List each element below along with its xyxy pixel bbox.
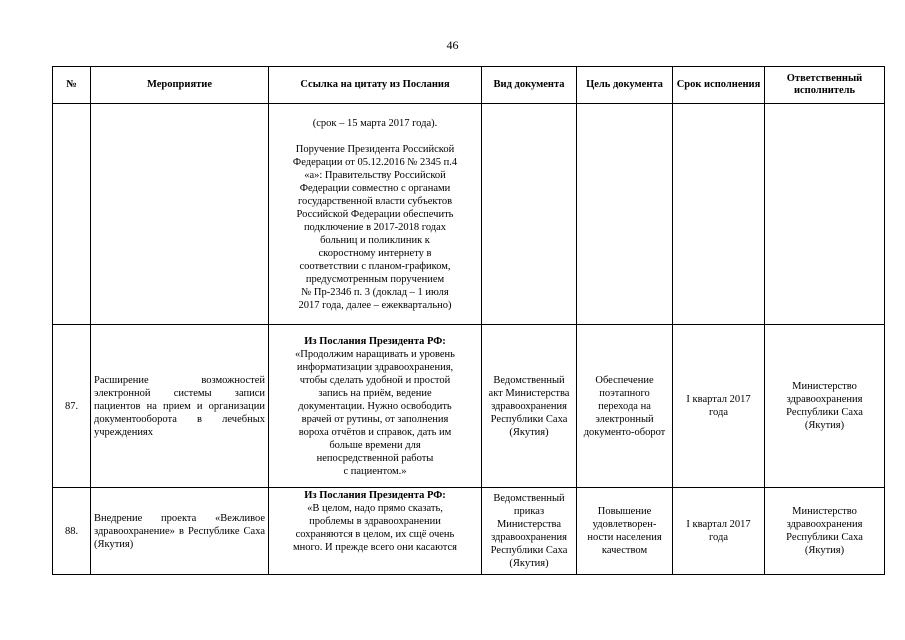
cell-doc-type bbox=[482, 104, 577, 325]
quote-line: запись на приём, ведение bbox=[318, 387, 432, 399]
quote-line: 2017 года, далее – ежеквартально) bbox=[298, 299, 452, 311]
quote-line: много. И прежде всего они касаются bbox=[292, 542, 458, 553]
cell-responsible: Министерство здравоохранения Республики Саха (Якутия) bbox=[765, 488, 885, 575]
cell-responsible: Министерство здравоохранения Республики Саха (Якутия) bbox=[765, 325, 885, 488]
header-doc-type: Вид документа bbox=[482, 67, 577, 104]
quote-line: документации. Нужно освободить bbox=[298, 400, 452, 412]
quote-line: государственной власти субъектов bbox=[297, 195, 453, 207]
quote-line: информатизации здравоохранения, bbox=[296, 361, 454, 373]
header-quote: Ссылка на цитату из Послания bbox=[269, 67, 482, 104]
cell-event: Внедрение проекта «Вежливое здравоохранение» в Республике Саха (Якутия) bbox=[91, 488, 269, 575]
quote-heading: Из Послания Президента РФ: bbox=[304, 490, 446, 501]
quote-line: Федерации от 05.12.2016 № 2345 п.4 bbox=[292, 156, 458, 168]
table-row-87 bbox=[53, 325, 885, 488]
cell-deadline: I квартал 2017 года bbox=[673, 488, 765, 575]
table-row-88 bbox=[53, 488, 885, 575]
cell-doc-type: Ведомственный акт Министерства здравоохранения Республики Саха (Якутия) bbox=[482, 325, 577, 488]
quote-line: Российской Федерации обеспечить bbox=[296, 208, 454, 220]
cell-event bbox=[91, 104, 269, 325]
cell-num: 88. bbox=[53, 488, 91, 575]
cell-responsible bbox=[765, 104, 885, 325]
quote-line: врачей от рутины, от заполнения bbox=[301, 413, 449, 425]
cell-quote bbox=[269, 488, 482, 575]
header-deadline: Срок исполнения bbox=[673, 67, 765, 104]
header-goal: Цель документа bbox=[577, 67, 673, 104]
quote-line: Поручение Президента Российской bbox=[295, 143, 455, 155]
cell-doc-type: Ведомственный приказ Министерства здравоохранения Республики Саха (Якутия) bbox=[482, 488, 577, 575]
quote-line: «В целом, надо прямо сказать, bbox=[307, 503, 443, 514]
quote-line: чтобы сделать удобной и простой bbox=[299, 374, 451, 386]
quote-line: соответствии с планом-графиком, bbox=[299, 260, 451, 272]
table-row-continuation bbox=[53, 104, 885, 325]
cell-goal bbox=[577, 104, 673, 325]
quote-line: «а»: Правительству Российской bbox=[304, 169, 446, 181]
quote-line: «Продолжим наращивать и уровень bbox=[295, 348, 455, 360]
measures-table bbox=[52, 66, 885, 575]
quote-line: непосредственной работы bbox=[316, 452, 434, 464]
cell-num bbox=[53, 104, 91, 325]
cell-goal: Повышение удовлетворен-ности населения качеством bbox=[577, 488, 673, 575]
page-number: 46 bbox=[446, 38, 459, 52]
cell-quote bbox=[269, 325, 482, 488]
quote-line: скоростному интернету в bbox=[318, 247, 432, 259]
quote-line: (срок – 15 марта 2017 года). bbox=[312, 117, 438, 129]
header-responsible: Ответственный исполнитель bbox=[765, 67, 885, 104]
quote-line: с пациентом.» bbox=[343, 465, 407, 477]
quote-line: предусмотренным поручением bbox=[305, 273, 445, 285]
cell-quote-continuation bbox=[269, 104, 482, 325]
quote-line: сохраняются в целом, их сщё очень bbox=[295, 529, 455, 540]
cell-deadline bbox=[673, 104, 765, 325]
quote-line: вороха отчётов и справок, дать им bbox=[298, 426, 452, 438]
header-event: Мероприятие bbox=[91, 67, 269, 104]
quote-line: № Пр-2346 п. 3 (доклад – 1 июля bbox=[301, 286, 449, 298]
quote-line: подключение в 2017-2018 годах bbox=[303, 221, 447, 233]
quote-line: проблемы в здравоохранении bbox=[309, 516, 441, 527]
quote-line: больше времени для bbox=[329, 439, 421, 451]
cell-event: Расширение возможностей электронной системы записи пациентов на прием и организации документооборота в лечебных учреждениях bbox=[91, 325, 269, 488]
quote-line: Федерации совместно с органами bbox=[299, 182, 451, 194]
cell-deadline: I квартал 2017 года bbox=[673, 325, 765, 488]
quote-heading: Из Послания Президента РФ: bbox=[304, 335, 446, 347]
header-num: № bbox=[53, 67, 91, 104]
cell-num: 87. bbox=[53, 325, 91, 488]
quote-line: больниц и поликлиник к bbox=[320, 234, 430, 246]
cell-goal: Обеспечение поэтапного перехода на электронный документо-оборот bbox=[577, 325, 673, 488]
table-header-row bbox=[53, 67, 885, 104]
